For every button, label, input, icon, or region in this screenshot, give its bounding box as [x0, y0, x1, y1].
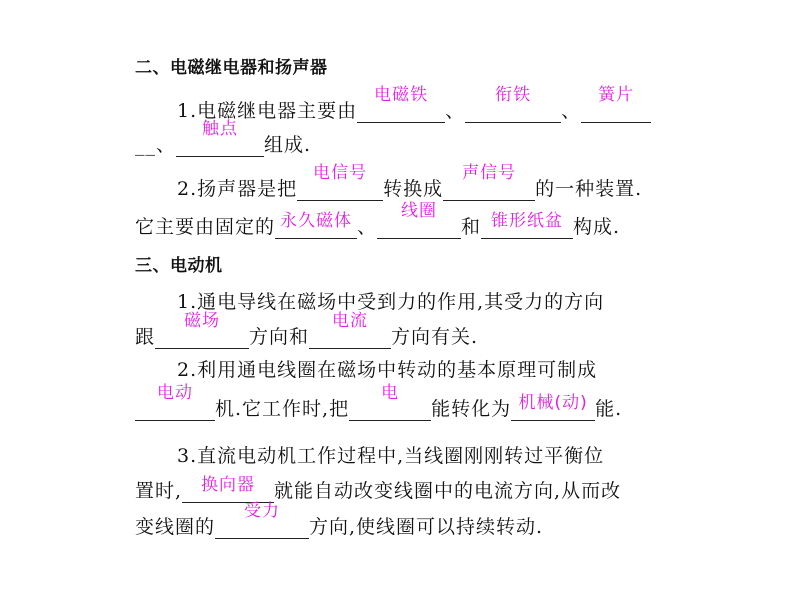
answer-text: 声信号 [462, 163, 517, 183]
question-text: 就能自动改变线圈中的电流方向,从而改 [274, 480, 622, 502]
question-3-1-line-1: 1.通电导线在磁场中受到力的作用,其受力的方向 [177, 291, 605, 313]
question-2-2-line-1 [177, 163, 643, 201]
answer-text: 电磁铁 [374, 85, 429, 105]
question-3-2-line-1: 2.利用通电线圈在磁场中转动的基本原理可制成 [177, 359, 598, 381]
question-text: 它主要由固定的 [135, 216, 276, 238]
question-3-3-line-3 [135, 501, 544, 539]
question-text: 1.电磁继电器主要由 [177, 100, 358, 122]
separator: 、 [357, 216, 378, 238]
question-3-2-line-2 [135, 383, 623, 421]
answer-blank [481, 211, 573, 239]
section-heading-3: 三、电动机 [135, 256, 223, 276]
question-text: 的一种装置. [535, 178, 643, 200]
question-text: 能. [595, 398, 623, 420]
question-text: __、 [135, 134, 177, 156]
question-text: 组成. [264, 134, 312, 156]
answer-blank [176, 119, 264, 157]
answer-text: 电 [381, 383, 400, 403]
answer-blank [275, 211, 357, 239]
answer-text: 电动 [157, 383, 193, 403]
question-text: 构成. [573, 216, 621, 238]
question-text: 置时, [135, 480, 183, 502]
answer-text: 电信号 [313, 163, 368, 183]
answer-text: 衔铁 [495, 85, 532, 105]
answer-blank [511, 393, 595, 421]
answer-blank [357, 85, 445, 123]
answer-blank [215, 501, 309, 539]
question-3-3-line-1: 3.直流电动机工作过程中,当线圈刚刚转过平衡位 [177, 445, 605, 467]
answer-blank [465, 85, 561, 123]
question-2-2-line-2 [135, 201, 621, 239]
question-text: 2.扬声器是把 [177, 178, 298, 200]
answer-text: 簧片 [598, 85, 635, 105]
question-text: 跟 [135, 326, 156, 348]
answer-blank [135, 383, 215, 421]
answer-text: 磁场 [184, 311, 221, 331]
question-text: 方向,使线圈可以持续转动. [309, 516, 544, 538]
question-text: 转换成 [383, 178, 444, 200]
answer-text: 机械(动) [518, 393, 588, 413]
answer-text: 永久磁体 [280, 211, 353, 231]
question-3-1-line-2 [135, 311, 479, 349]
answer-text: 换向器 [201, 475, 256, 495]
question-text: 变线圈的 [135, 516, 216, 538]
answer-blank [443, 163, 535, 201]
answer-blank [155, 311, 249, 349]
answer-blank [377, 201, 461, 239]
question-text: 能转化为 [431, 398, 512, 420]
separator: 、 [561, 100, 582, 122]
question-text: 和 [461, 216, 482, 238]
question-2-1-line-2 [135, 119, 312, 157]
answer-text: 电流 [332, 311, 369, 331]
answer-blank [349, 383, 431, 421]
answer-blank [309, 311, 391, 349]
answer-text: 触点 [202, 119, 239, 139]
answer-text: 受力 [244, 501, 281, 521]
question-text: 机.它工作时,把 [215, 398, 350, 420]
answer-text: 锥形纸盆 [491, 211, 564, 231]
answer-text: 线圈 [401, 201, 438, 221]
section-heading-2: 二、电磁继电器和扬声器 [135, 58, 328, 78]
answer-blank [581, 85, 651, 123]
question-3-3-line-2 [135, 475, 622, 503]
question-text: 方向和 [249, 326, 310, 348]
separator: 、 [445, 100, 466, 122]
answer-blank [297, 163, 383, 201]
question-text: 方向有关. [391, 326, 479, 348]
